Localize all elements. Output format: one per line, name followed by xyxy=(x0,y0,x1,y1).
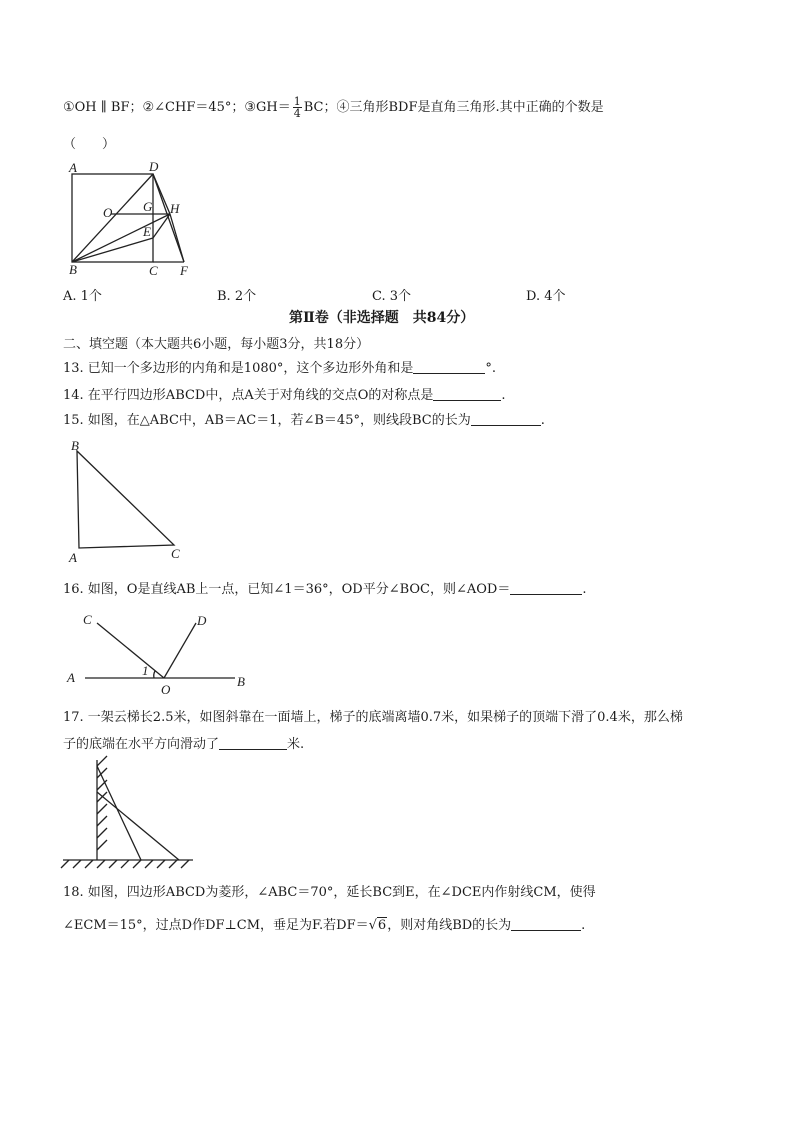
q16-label-1: 1 xyxy=(142,663,149,678)
q12-statement xyxy=(63,96,604,119)
q12-label-H: H xyxy=(170,201,180,216)
q12-fraction xyxy=(293,96,302,119)
q15-label-A: A xyxy=(69,550,77,565)
q14-stem: 14. 在平行四边形ABCD中，点A关于对角线的交点O的对称点是 xyxy=(63,388,434,403)
q12-part2: BC；④三角形BDF是直角三角形.其中正确的个数是 xyxy=(303,100,604,115)
q12-label-D: D xyxy=(149,159,159,174)
q17-line2 xyxy=(63,733,304,752)
q18-stem-end: ，则对角线BD的长为 xyxy=(387,918,512,933)
q13-tail: °. xyxy=(485,361,497,376)
q12-figure xyxy=(63,158,203,278)
q16-label-D: D xyxy=(197,613,207,628)
q15-text xyxy=(63,409,545,428)
section2-title: 第Ⅱ卷（非选择题 共84分） xyxy=(289,310,475,326)
q18-stem: ∠ECM＝15°，过点D作DF⊥CM，垂足为F.若DF＝ xyxy=(63,918,369,933)
q16-label-O: O xyxy=(161,682,171,697)
q12-label-G: G xyxy=(143,199,153,214)
q12-label-F: F xyxy=(180,263,188,278)
q16-text xyxy=(63,578,587,597)
q12-option-c: C. 3个 xyxy=(372,289,412,304)
q12-option-a: A. 1个 xyxy=(63,289,102,304)
q13-stem: 13. 已知一个多边形的内角和是1080°，这个多边形外角和是 xyxy=(63,361,414,376)
q14-tail: . xyxy=(501,388,506,403)
q12-frac-den: 4 xyxy=(293,107,301,120)
q12-label-E: E xyxy=(143,224,151,239)
q17-figure xyxy=(63,756,198,868)
q17-stem: 子的底端在水平方向滑动了 xyxy=(63,737,220,752)
q12-label-C: C xyxy=(149,263,158,278)
q16-stem: 16. 如图，O是直线AB上一点，已知∠1＝36°，OD平分∠BOC，则∠AOD＝ xyxy=(63,582,511,597)
q16-tail: . xyxy=(582,582,587,597)
q12-option-b: B. 2个 xyxy=(217,289,257,304)
q17-line1: 17. 一架云梯长2.5米，如图斜靠在一面墙上，梯子的底端离墙0.7米，如果梯子的顶端下滑了0.4米，那么梯 xyxy=(63,710,683,725)
q16-figure xyxy=(63,605,263,700)
section2-heading: 二、填空题（本大题共6小题，每小题3分，共18分） xyxy=(63,337,370,352)
q18-line2 xyxy=(63,914,585,933)
q18-answer-blank xyxy=(511,917,581,931)
q13-answer-blank xyxy=(413,360,485,374)
q15-label-B: B xyxy=(71,438,79,453)
q18-tail: . xyxy=(581,918,586,933)
q12-label-A: A xyxy=(69,160,77,175)
q16-label-C: C xyxy=(83,612,92,627)
q12-option-d: D. 4个 xyxy=(526,289,566,304)
q16-label-A: A xyxy=(67,670,75,685)
q12-part1: ①OH ∥ BF；②∠CHF＝45°；③GH＝ xyxy=(63,100,291,115)
q15-stem: 15. 如图，在△ABC中，AB＝AC＝1，若∠B＝45°，则线段BC的长为 xyxy=(63,413,471,428)
q15-tail: . xyxy=(540,413,545,428)
q17-answer-blank xyxy=(219,736,287,750)
q15-figure xyxy=(63,437,193,567)
q12-label-B: B xyxy=(69,262,77,277)
q15-label-C: C xyxy=(171,546,180,561)
q18-sqrt: √6 xyxy=(368,918,387,933)
q16-answer-blank xyxy=(510,581,582,595)
q16-label-B: B xyxy=(237,674,245,689)
q13-text xyxy=(63,357,496,376)
q18-sqrt-value: 6 xyxy=(377,918,387,933)
q12-bracket: （ ） xyxy=(63,137,116,152)
q12-label-O: O xyxy=(103,205,113,220)
q15-answer-blank xyxy=(471,412,541,426)
q17-tail: 米. xyxy=(287,737,305,752)
q14-text xyxy=(63,384,506,403)
q18-line1: 18. 如图，四边形ABCD为菱形，∠ABC＝70°，延长BC到E，在∠DCE内作射线CM，使得 xyxy=(63,885,596,900)
q12-frac-num: 1 xyxy=(293,95,301,108)
q14-answer-blank xyxy=(433,387,501,401)
